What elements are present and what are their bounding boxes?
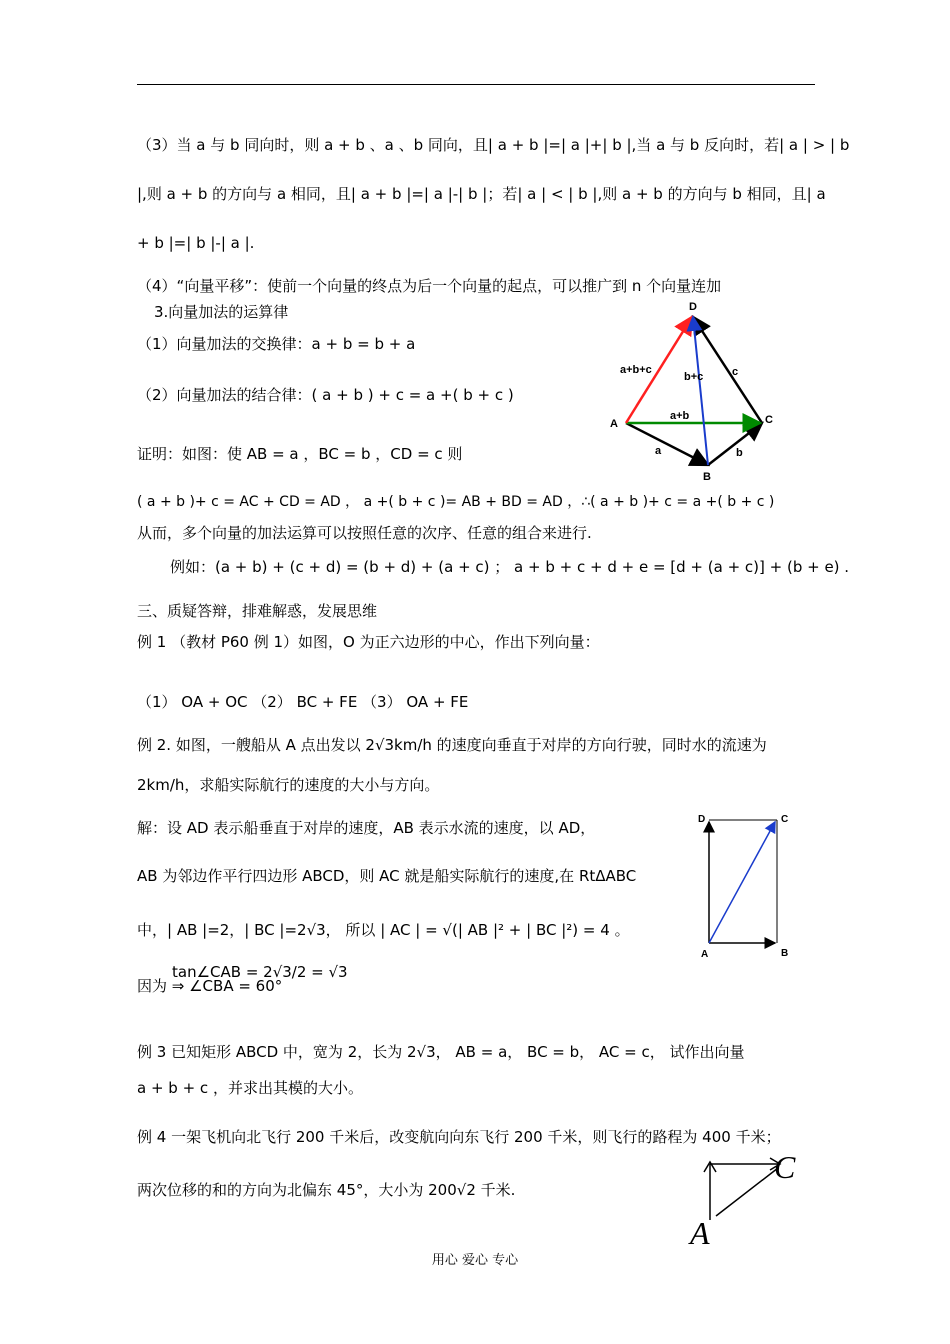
point-label-c: C xyxy=(774,1149,796,1185)
text-line: 两次位移的和的方向为北偏东 45°，大小为 200√2 千米. xyxy=(137,1181,516,1199)
flight-path-figure xyxy=(688,1150,808,1250)
text-line: 2km/h，求船实际航行的速度的大小与方向。 xyxy=(137,776,440,794)
label-a-plus-b-plus-c: a+b+c xyxy=(620,364,652,376)
text-line: 从而，多个向量的加法运算可以按照任意的次序、任意的组合来进行. xyxy=(137,524,592,542)
point-label-b: B xyxy=(781,948,789,959)
label-c: c xyxy=(732,366,739,378)
label-b-plus-c: b+c xyxy=(684,371,704,383)
text-line: （2）向量加法的结合律：( a + b ) + c = a +( b + c ) xyxy=(137,386,514,404)
label-b: b xyxy=(736,447,743,459)
text-line: |,则 a + b 的方向与 a 相同，且| a + b |=| a |-| b |；若| a | < | b |,则 a + b 的方向与 b 相同，且| a xyxy=(137,185,826,203)
point-label-a: A xyxy=(610,418,618,430)
label-a-plus-b: a+b xyxy=(670,410,690,422)
resultant-displacement xyxy=(716,1168,778,1216)
point-label-b: B xyxy=(703,471,711,483)
point-label-c: C xyxy=(781,814,789,825)
page-footer: 用心 爱心 专心 xyxy=(431,1253,519,1268)
vector-addition-figure xyxy=(600,295,790,483)
text-line: 解：设 AD 表示船垂直于对岸的速度，AB 表示水流的速度，以 AD， xyxy=(137,819,596,837)
text-line: a + b + c ，并求出其模的大小。 xyxy=(137,1079,363,1097)
text-line: + b |=| b |-| a |. xyxy=(137,234,255,252)
text-line: 例 1 （教材 P60 例 1）如图，O 为正六边形的中心，作出下列向量： xyxy=(137,633,600,651)
text-line: 中，| AB |=2，| BC |=2√3， 所以 | AC | = √(| AB |² + | BC |²) = 4 。 xyxy=(137,921,630,939)
boat-velocity-figure xyxy=(695,810,805,960)
vector-ac xyxy=(709,822,775,943)
point-label-d: D xyxy=(698,814,706,825)
point-label-a: A xyxy=(690,1215,710,1251)
text-line: 例如：(a + b) + (c + d) = (b + d) + (a + c) ； a + b + c + d + e = [d + (a + c)] + (b + e) . xyxy=(170,558,850,576)
text-line: 因为 ⇒ ∠CBA = 60° xyxy=(137,977,283,995)
text-line: 例 4 一架飞机向北飞行 200 千米后，改变航向向东飞行 200 千米，则飞行的路程为 400 千米； xyxy=(137,1128,781,1146)
text-line: tan∠CAB = 2√3/2 = √3 xyxy=(172,963,348,981)
point-label-d: D xyxy=(689,301,697,313)
label-a: a xyxy=(655,445,662,457)
text-line: （3）当 a 与 b 同向时，则 a + b 、a 、b 同向，且| a + b |=| a |+| b |,当 a 与 b 反向时，若| a | > | b xyxy=(137,136,850,154)
vector-a xyxy=(626,423,708,465)
text-line: AB 为邻边作平行四边形 ABCD，则 AC 就是船实际航行的速度,在 RtΔABC xyxy=(137,867,637,885)
vector-c xyxy=(693,317,762,423)
point-label-a: A xyxy=(701,949,709,960)
text-line: 例 3 已知矩形 ABCD 中，宽为 2，长为 2√3， AB = a， BC = b， AC = c， 试作出向量 xyxy=(137,1043,745,1061)
header-rule xyxy=(137,84,815,85)
vector-b-plus-c xyxy=(693,317,708,465)
point-label-c: C xyxy=(765,414,773,426)
section-heading: 三、质疑答辩，排难解惑，发展思维 xyxy=(137,602,378,620)
section-heading: 3.向量加法的运算律 xyxy=(154,303,289,321)
text-line: 例 2. 如图，一艘船从 A 点出发以 2√3km/h 的速度向垂直于对岸的方向行驶，同时水的流速为 xyxy=(137,736,767,754)
vector-b xyxy=(708,423,762,465)
text-line: （1）向量加法的交换律：a + b = b + a xyxy=(137,335,416,353)
text-line: 证明：如图：使 AB = a ，BC = b ，CD = c 则 xyxy=(137,445,463,463)
text-line: （1） OA + OC （2） BC + FE （3） OA + FE xyxy=(137,693,469,711)
text-line: （4）“向量平移”：使前一个向量的终点为后一个向量的起点，可以推广到 n 个向量连加 xyxy=(137,277,722,295)
text-line: ( a + b )+ c = AC + CD = AD ， a +( b + c )= AB + BD = AD ，∴( a + b )+ c = a +( b + c ) xyxy=(137,494,775,510)
